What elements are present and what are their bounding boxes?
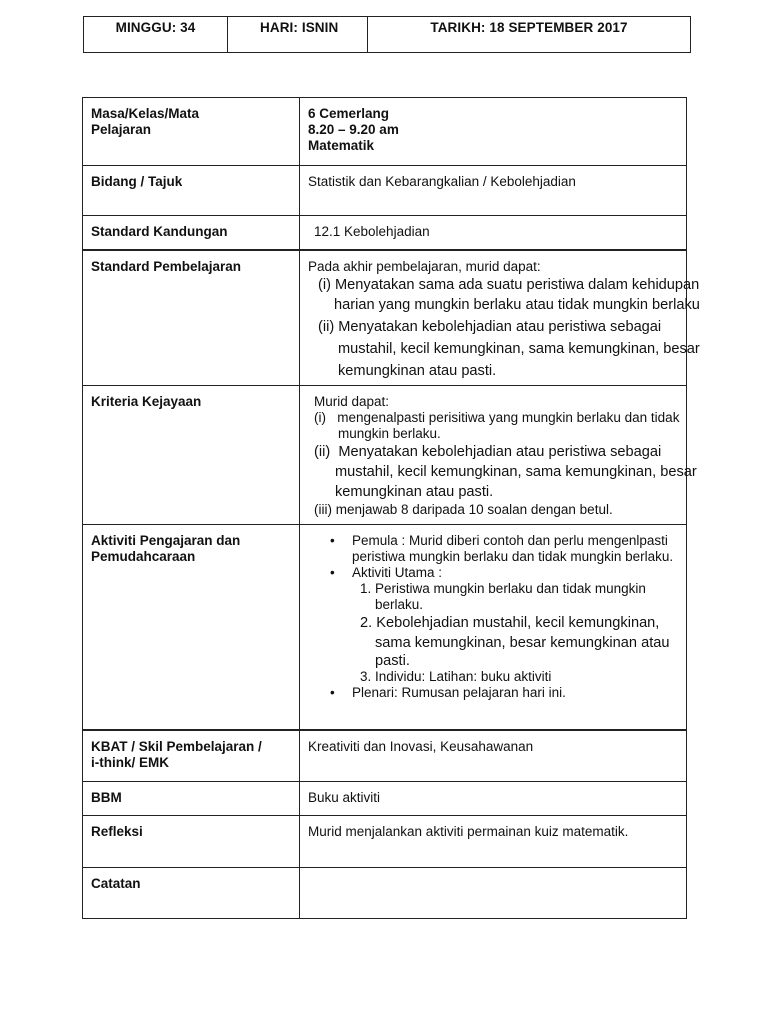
row-aktiviti: [83, 524, 687, 730]
label-kriteria: Kriteria Kejayaan: [83, 385, 300, 524]
value-catatan: [300, 867, 687, 918]
pemula-line2: peristiwa mungkin berlaku dan tidak mungkin berlaku.: [352, 548, 674, 564]
value-bbm: Buku aktiviti: [300, 781, 687, 815]
value-kelas: 6 Cemerlang: [308, 106, 390, 121]
utama-title: • Aktiviti Utama :: [352, 564, 443, 580]
row-kriteria: [83, 385, 687, 524]
list-item-pemula: [300, 533, 686, 565]
row-standard-kandungan: [83, 216, 687, 250]
row-standard-pembelajaran: [83, 250, 687, 386]
label-masa-line1: Masa/Kelas/Mata: [91, 106, 200, 121]
step2-line2: sama kemungkinan, besar kemungkinan atau: [375, 634, 670, 651]
value-time: 8.20 – 9.20 am: [308, 122, 399, 137]
label-catatan: Catatan: [83, 867, 300, 918]
kk-item2-line3: kemungkinan atau pasti.: [335, 483, 494, 500]
row-kbat: [83, 730, 687, 781]
sp-item2-line2: mustahil, kecil kemungkinan, sama kemungkinan, besar: [338, 340, 700, 357]
label-aktiviti-line2: Pemudahcaraan: [91, 548, 196, 564]
step2-line3: pasti.: [375, 652, 410, 669]
label-aktiviti: [83, 524, 300, 730]
kk-item3: (iii) menjawab 8 daripada 10 soalan dengan betul.: [314, 501, 613, 517]
kk-intro: Murid dapat:: [314, 393, 390, 409]
sp-item1-line2: harian yang mungkin berlaku atau tidak mungkin berlaku: [334, 296, 700, 313]
list-item-plenari: [300, 685, 686, 701]
label-standard-kandungan: Standard Kandungan: [83, 216, 300, 250]
lesson-plan-table: [82, 97, 700, 919]
step3: 3. Individu: Latihan: buku aktiviti: [360, 668, 552, 684]
sp-item1-line1: (i) Menyatakan sama ada suatu peristiwa dalam kehidupan: [318, 276, 700, 293]
row-refleksi: [83, 815, 687, 867]
value-masa: [300, 98, 687, 166]
value-refleksi: Murid menjalankan aktiviti permainan kuiz matematik.: [300, 815, 687, 867]
header-tarikh: TARIKH: 18 SEPTEMBER 2017: [430, 20, 628, 35]
label-kbat-line2: i-think/ EMK: [91, 755, 169, 770]
sp-item2-line1: (ii) Menyatakan kebolehjadian atau peristiwa sebagai: [318, 318, 662, 335]
kk-item1-line2: mungkin berlaku.: [338, 425, 441, 441]
step2-line1: 2. Kebolehjadian mustahil, kecil kemungkinan,: [360, 614, 660, 631]
value-kbat: Kreativiti dan Inovasi, Keusahawanan: [300, 730, 687, 781]
step1-line2: berlaku.: [375, 596, 424, 612]
kk-item2-line1: (ii) Menyatakan kebolehjadian atau peristiwa sebagai: [314, 443, 662, 460]
value-aktiviti: [300, 524, 687, 730]
aktiviti-list: [300, 533, 686, 581]
sp-intro: Pada akhir pembelajaran, murid dapat:: [308, 258, 541, 274]
label-kbat: [83, 730, 300, 781]
label-bbm: BBM: [83, 781, 300, 815]
header-hari: HARI: ISNIN: [228, 17, 368, 52]
label-masa: [83, 98, 300, 166]
aktiviti-list-2: [300, 685, 686, 701]
label-refleksi: Refleksi: [83, 815, 300, 867]
value-kriteria: [300, 385, 697, 524]
value-standard-pembelajaran: [300, 250, 700, 386]
value-standard-kandungan: 12.1 Kebolehjadian: [300, 216, 687, 250]
label-masa-line2: Pelajaran: [91, 122, 152, 137]
header-table: [83, 16, 691, 53]
label-standard-pembelajaran: Standard Pembelajaran: [83, 250, 300, 386]
label-kbat-line1: KBAT / Skil Pembelajaran /: [91, 739, 262, 754]
value-bidang: Statistik dan Kebarangkalian / Kebolehjadian: [300, 166, 687, 216]
step1-line1: 1. Peristiwa mungkin berlaku dan tidak mungkin: [360, 580, 646, 596]
row-catatan: [83, 867, 687, 918]
value-subjek: Matematik: [308, 138, 375, 153]
header-minggu: MINGGU: 34: [84, 17, 228, 52]
label-bidang: Bidang / Tajuk: [83, 166, 300, 216]
row-masa: [83, 98, 687, 166]
list-item-utama: [300, 565, 686, 581]
label-aktiviti-line1: Aktiviti Pengajaran dan: [91, 532, 241, 548]
plenari: • Plenari: Rumusan pelajaran hari ini.: [352, 684, 566, 700]
row-bbm: [83, 781, 687, 815]
kk-item1-line1: (i) mengenalpasti perisitiwa yang mungkin berlaku dan tidak: [314, 409, 680, 425]
pemula-line1: • Pemula : Murid diberi contoh dan perlu mengenlpasti: [352, 532, 668, 548]
row-bidang: [83, 166, 687, 216]
kk-item2-line2: mustahil, kecil kemungkinan, sama kemungkinan, besar: [335, 463, 697, 480]
sp-item2-line3: kemungkinan atau pasti.: [338, 362, 497, 379]
